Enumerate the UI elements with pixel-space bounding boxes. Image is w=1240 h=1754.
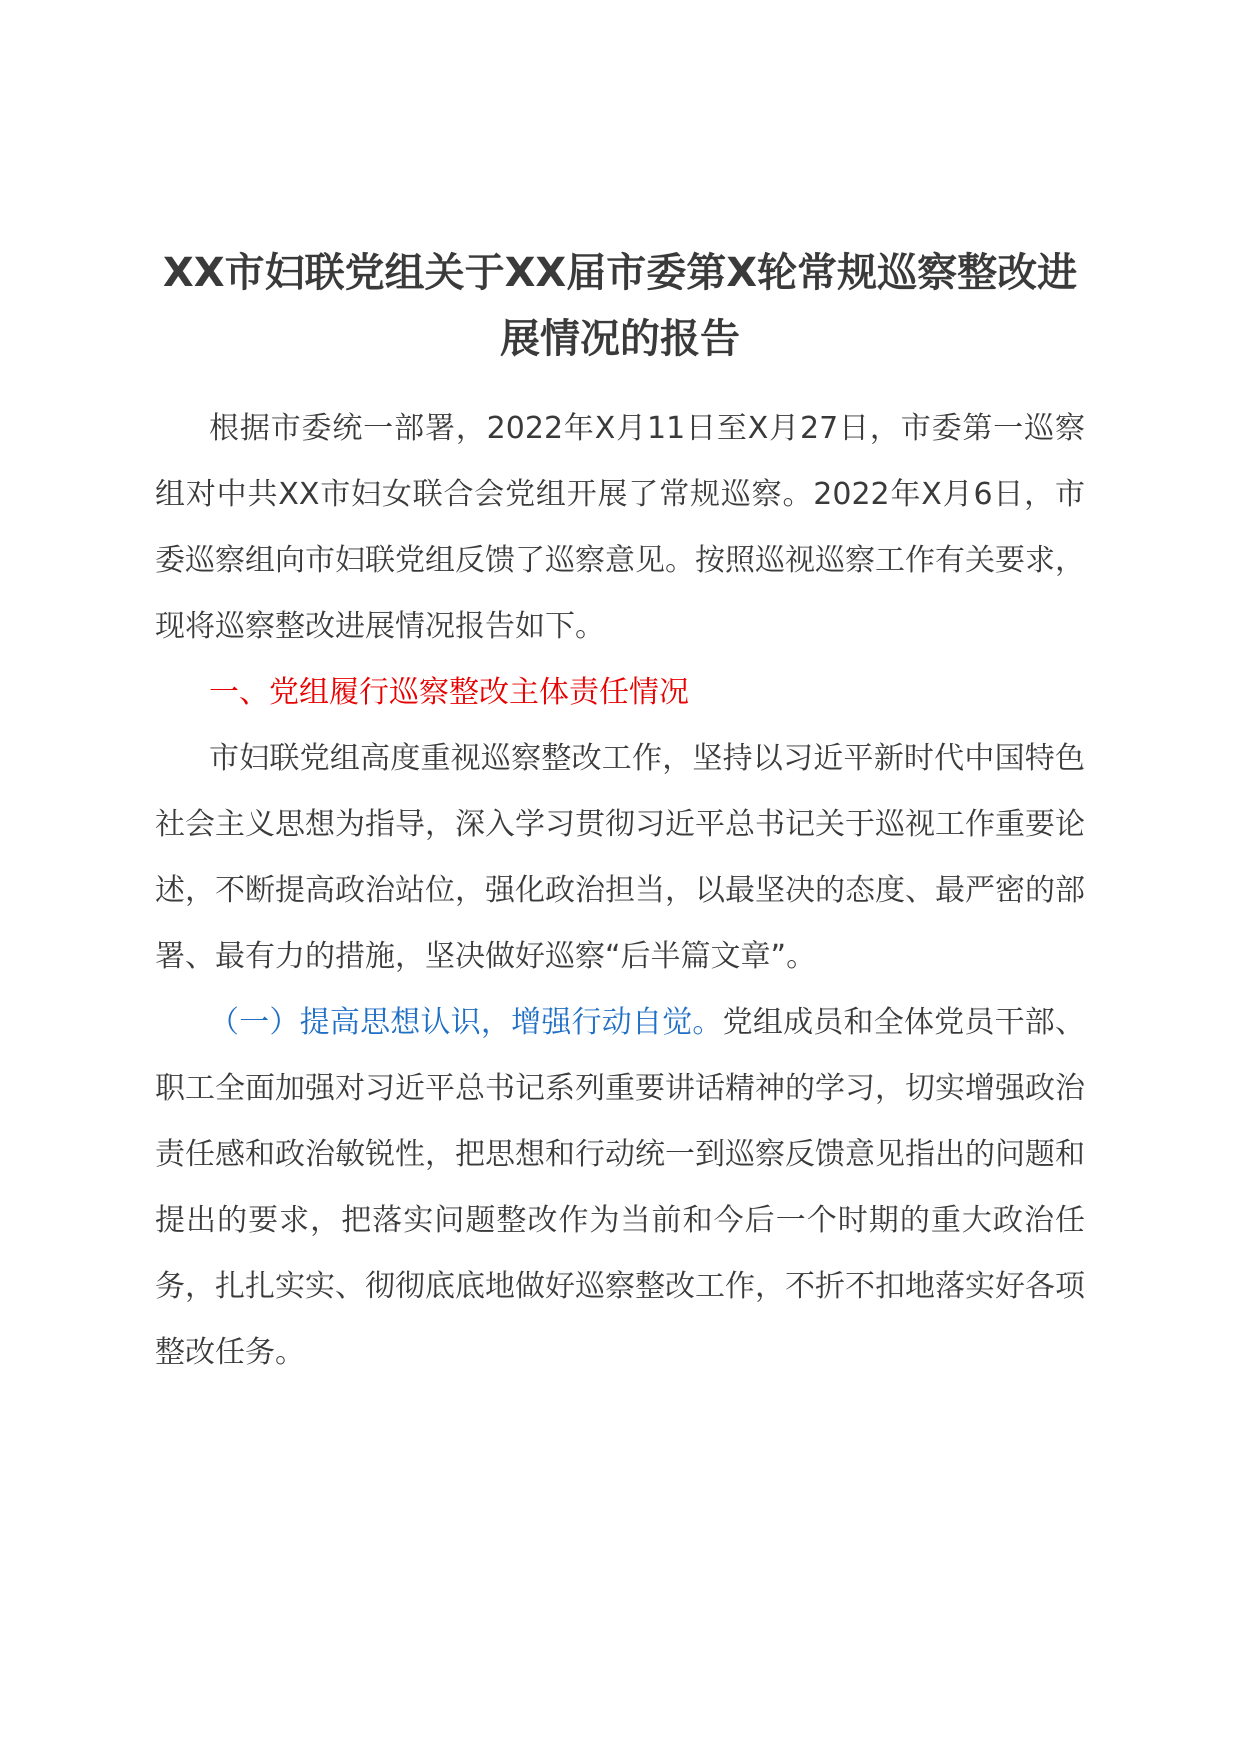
document-title: XX市妇联党组关于XX届市委第X轮常规巡察整改进展情况的报告 [162, 250, 1078, 362]
subsection-1-heading: （一）提高思想认识，增强行动自觉。 [209, 1005, 723, 1040]
subsection-1-paragraph [155, 990, 1085, 1386]
document-page [155, 240, 1085, 1386]
intro-paragraph: 根据市委统一部署，2022年X月11日至X月27日，市委第一巡察组对中共XX市妇女联合会党组开展了常规巡察。2022年X月6日，市委巡察组向市妇联党组反馈了巡察意见。按照巡视巡察工作有关要求，现将巡察整改进展情况报告如下。 [155, 411, 1085, 644]
section-1-paragraph: 市妇联党组高度重视巡察整改工作，坚持以习近平新时代中国特色社会主义思想为指导，深入学习贯彻习近平总书记关于巡视工作重要论述，不断提高政治站位，强化政治担当，以最坚决的态度、最严密的部署、最有力的措施，坚决做好巡察“后半篇文章”。 [155, 741, 1085, 974]
section-1-heading: 一、党组履行巡察整改主体责任情况 [209, 675, 689, 710]
subsection-1-text: 党组成员和全体党员干部、职工全面加强对习近平总书记系列重要讲话精神的学习，切实增强政治责任感和政治敏锐性，把思想和行动统一到巡察反馈意见指出的问题和提出的要求，把落实问题整改作为当前和今后一个时期的重大政治任务，扎扎实实、彻彻底底地做好巡察整改工作，不折不扣地落实好各项整改任务。 [155, 1005, 1086, 1370]
